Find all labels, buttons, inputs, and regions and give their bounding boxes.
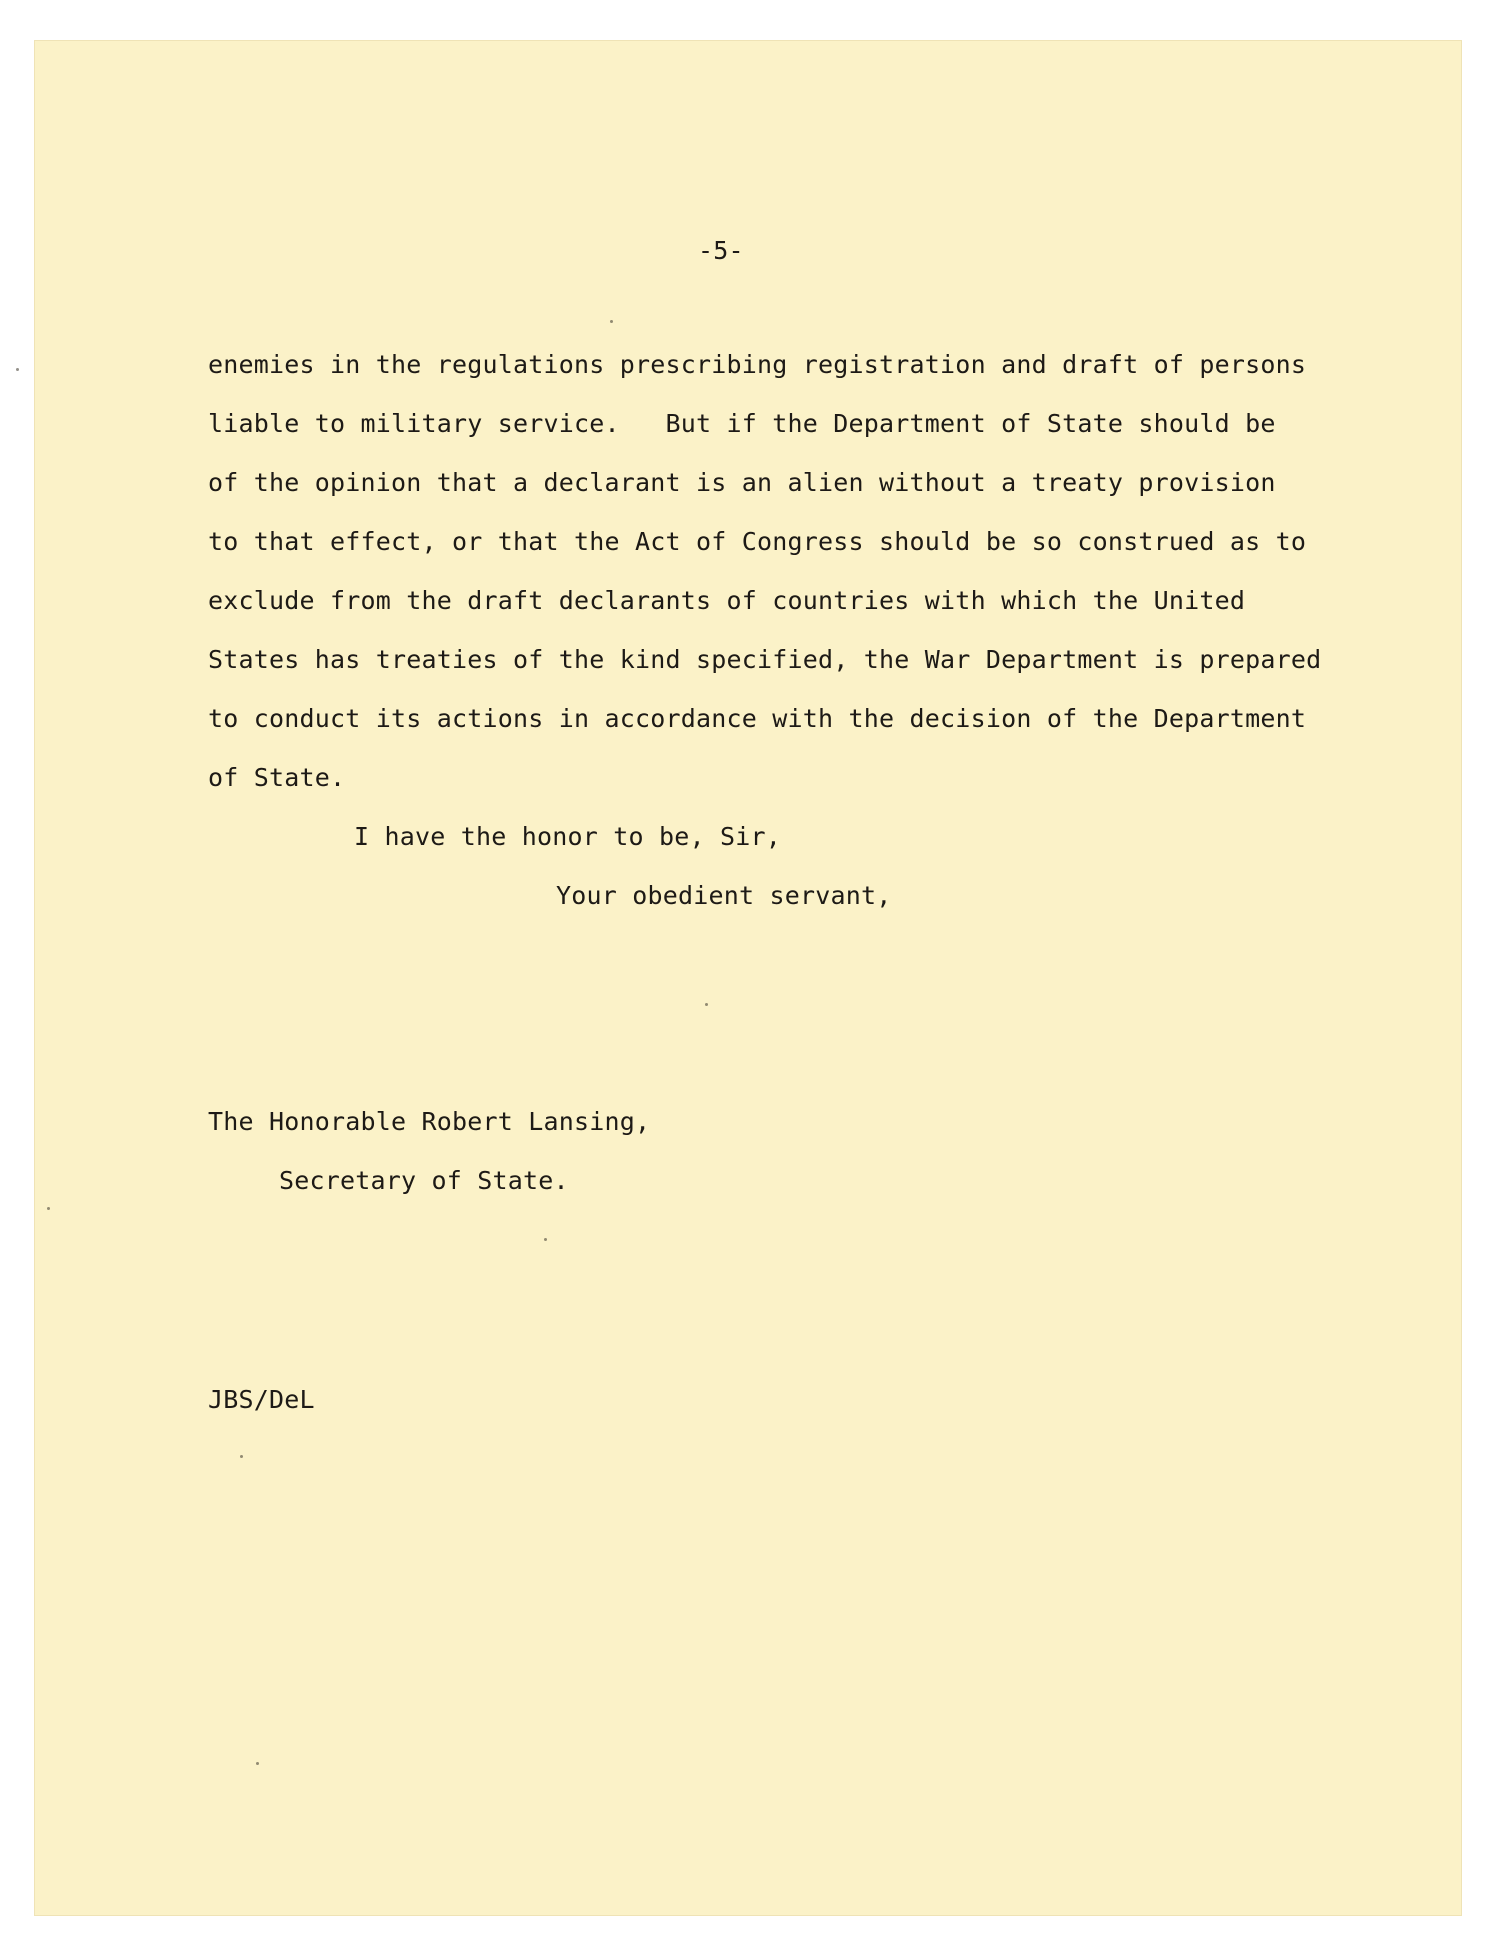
reference-initials: JBS/DeL: [208, 1385, 315, 1414]
paper-speck: [610, 320, 613, 323]
scan-speck: [16, 368, 19, 371]
document-sheet: [34, 40, 1462, 1916]
paper-speck: [705, 1003, 708, 1006]
body-line: exclude from the draft declarants of countries with which the United: [208, 586, 1246, 615]
paper-speck: [240, 1455, 243, 1458]
scan-speck: [47, 1207, 50, 1210]
body-line: of the opinion that a declarant is an alien without a treaty provision: [208, 468, 1276, 497]
page-number: -5-: [698, 236, 744, 265]
closing-valediction: Your obedient servant,: [556, 881, 892, 910]
paper-speck: [256, 1762, 259, 1765]
paper-speck: [544, 1238, 547, 1241]
body-line: to conduct its actions in accordance with the decision of the Department: [208, 704, 1307, 733]
body-line: enemies in the regulations prescribing registration and draft of persons: [208, 350, 1307, 379]
body-line: of State.: [208, 763, 346, 792]
body-line: to that effect, or that the Act of Congress should be so construed as to: [208, 527, 1307, 556]
addressee-name: The Honorable Robert Lansing,: [208, 1107, 651, 1136]
body-line: liable to military service. But if the Department of State should be: [208, 409, 1276, 438]
addressee-title: Secretary of State.: [279, 1166, 569, 1195]
closing-salutation: I have the honor to be, Sir,: [354, 822, 782, 851]
body-line: States has treaties of the kind specified, the War Department is prepared: [208, 645, 1322, 674]
